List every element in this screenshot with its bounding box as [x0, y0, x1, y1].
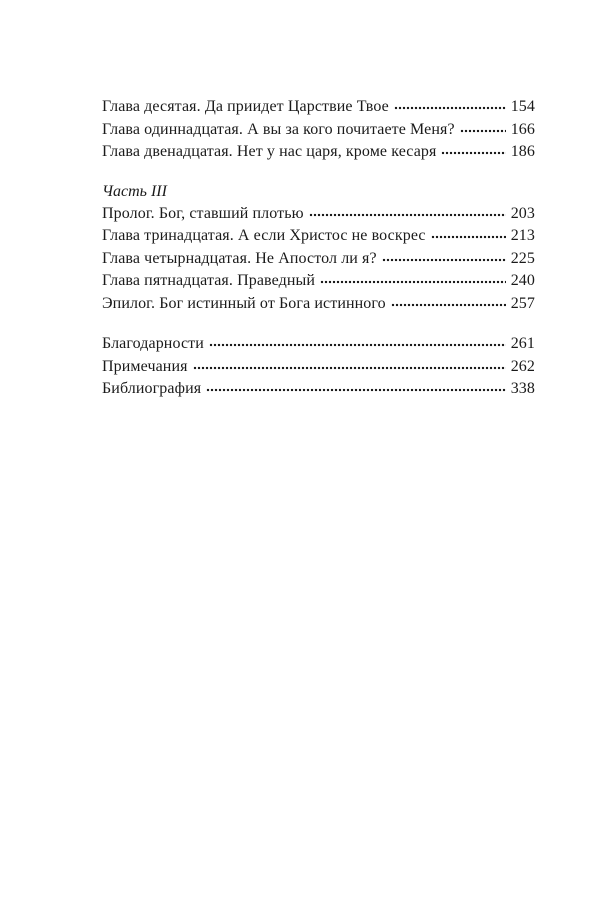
- dot-leader: [209, 343, 506, 347]
- dot-leader: [431, 235, 506, 239]
- toc-entry-page-number: 261: [510, 335, 535, 352]
- toc-entry-page-number: 186: [510, 143, 535, 160]
- toc-entry-title: Глава двенадцатая. Нет у нас царя, кроме кесаря: [102, 143, 437, 160]
- toc-entry-page-number: 257: [510, 294, 535, 312]
- toc-entry-title: Глава десятая. Да приидет Царствие Твое: [102, 98, 389, 115]
- toc-entry[interactable]: [102, 203, 535, 226]
- toc-entry[interactable]: [102, 248, 535, 271]
- toc-entry-title: Пролог. Бог, ставший плотью: [102, 204, 304, 222]
- toc-entry-page-number: 225: [510, 249, 535, 267]
- toc-entry-title: Глава пятнадцатая. Праведный: [102, 272, 316, 289]
- dot-leader: [206, 388, 505, 392]
- toc-entry[interactable]: [102, 225, 535, 248]
- toc-section-part-three: [102, 181, 535, 316]
- dot-leader: [320, 280, 506, 284]
- dot-leader: [382, 258, 506, 262]
- toc-entry[interactable]: [102, 96, 535, 119]
- toc-entry-page-number: 203: [510, 204, 535, 222]
- toc-entry-title: Примечания: [102, 357, 188, 375]
- toc-entry-title: Глава четырнадцатая. Не Апостол ли я?: [102, 249, 377, 267]
- part-heading: Часть III: [102, 182, 167, 200]
- toc-entry[interactable]: [102, 293, 535, 316]
- toc-section-back-matter: [102, 333, 535, 401]
- toc-entry-page-number: 240: [510, 272, 535, 289]
- toc-entry-page-number: 262: [510, 357, 535, 375]
- toc-entry-page-number: 154: [510, 98, 535, 115]
- toc-entry-title: Благодарности: [102, 335, 204, 352]
- dot-leader: [193, 366, 506, 370]
- toc-entry-title: Библиография: [102, 380, 202, 397]
- toc-entry[interactable]: [102, 333, 535, 356]
- dot-leader: [391, 303, 506, 307]
- dot-leader: [460, 129, 506, 133]
- dot-leader: [441, 151, 505, 155]
- dot-leader: [394, 106, 506, 110]
- toc-entry-title: Глава тринадцатая. А если Христос не воскрес: [102, 227, 426, 244]
- toc-entry-page-number: 166: [510, 120, 535, 138]
- toc-entry[interactable]: [102, 119, 535, 142]
- toc-entry-page-number: 338: [510, 380, 535, 397]
- toc-entry-title: Эпилог. Бог истинный от Бога истинного: [102, 294, 386, 312]
- toc-entry-title: Глава одиннадцатая. А вы за кого почитаете Меня?: [102, 120, 455, 138]
- toc-section-part-two-end: [102, 96, 535, 164]
- table-of-contents: [102, 96, 535, 401]
- toc-entry-page-number: 213: [510, 227, 535, 244]
- toc-entry[interactable]: [102, 378, 535, 401]
- toc-entry[interactable]: [102, 356, 535, 379]
- dot-leader: [309, 213, 506, 217]
- toc-entry[interactable]: [102, 141, 535, 164]
- toc-entry[interactable]: [102, 270, 535, 293]
